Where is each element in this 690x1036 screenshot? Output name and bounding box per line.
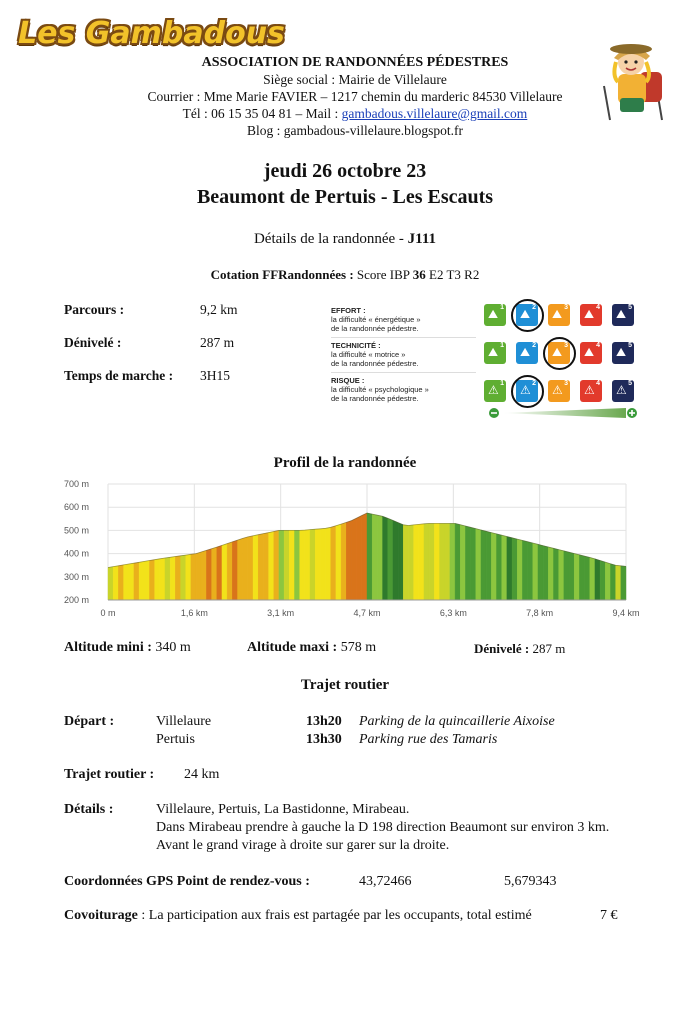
elevation-segment (590, 557, 595, 600)
elevation-segment (212, 547, 217, 600)
elevation-segment (315, 529, 320, 600)
elevation-segment (559, 550, 564, 600)
hiker-icon: ⛰ (488, 345, 499, 359)
warning-icon: ⚠ (552, 383, 563, 397)
rating-level-number: 4 (596, 342, 600, 349)
rating-level-number: 4 (596, 380, 600, 387)
email-link[interactable]: gambadous.villelaure@gmail.com (341, 106, 528, 121)
elevation-segment (227, 542, 232, 600)
covoiturage-text: : La participation aux frais est partagée par les occupants, total estimé (137, 908, 532, 923)
phone-text: Tél : 06 15 35 04 81 – Mail : (182, 106, 342, 121)
risque-title: RISQUE : (331, 376, 365, 385)
risque-line2: de la randonnée pédestre. (331, 394, 419, 403)
elevation-profile-chart (60, 474, 650, 622)
hiker-icon: ⛰ (520, 345, 531, 359)
cotation-line (0, 267, 690, 283)
elevation-segment (455, 523, 460, 600)
elevation-segment (569, 552, 574, 600)
parcours-value: 9,2 km (200, 302, 238, 317)
elevation-segment (160, 558, 165, 600)
risque-line1: la difficulté « psychologique » (331, 385, 429, 394)
elevation-segment (476, 529, 481, 600)
elevation-segment (310, 529, 315, 600)
elevation-segment (170, 557, 175, 600)
elevation-segment (248, 536, 253, 600)
altitude-mini (64, 640, 191, 656)
rating-level-icon (516, 342, 538, 364)
details-line-2: Dans Mirabeau prendre à gauche la D 198 direction Beaumont sur environ 3 km. (156, 820, 610, 835)
elevation-segment (191, 554, 196, 600)
elevation-segment (357, 516, 362, 600)
denivele-value: 287 m (200, 335, 235, 350)
rating-level-number: 5 (628, 380, 632, 387)
rating-level-number: 4 (596, 304, 600, 311)
elevation-segment (414, 524, 419, 600)
elevation-segment (206, 549, 211, 600)
elevation-segment (408, 525, 413, 600)
rating-level-icon (580, 342, 602, 364)
elevation-segment (144, 561, 149, 600)
x-tick-label: 9,4 km (612, 608, 640, 618)
elevation-segment (269, 531, 274, 600)
elevation-segment (263, 533, 268, 600)
hike-date: jeudi 26 octobre 23 (263, 160, 427, 182)
altitude-mini-value: 340 m (155, 640, 191, 655)
elevation-segment (528, 542, 533, 600)
rating-level-number: 2 (532, 380, 536, 387)
elevation-segment (605, 562, 610, 600)
hiker-icon: ⛰ (552, 307, 563, 321)
effort-line1: la difficulté « énergétique » (331, 315, 421, 324)
profile-title: Profil de la randonnée (273, 455, 417, 471)
rating-level-number: 3 (564, 342, 568, 349)
details-line-3: Avant le grand virage à droite sur garer sur la droite. (156, 838, 450, 853)
altitude-denivele-value: 287 m (532, 641, 566, 656)
association-name: ASSOCIATION DE RANDONNÉES PÉDESTRES (201, 55, 509, 70)
depart-place-1: Parking de la quincaillerie Aixoise (359, 714, 555, 729)
elevation-segment (222, 544, 227, 600)
elevation-segment (175, 556, 180, 600)
hike-code: J111 (407, 231, 437, 247)
elevation-segment (491, 533, 496, 600)
details-line-1: Villelaure, Pertuis, La Bastidonne, Mirabeau. (156, 802, 410, 817)
elevation-segment (574, 554, 579, 600)
rating-level-icon (484, 304, 506, 326)
elevation-segment (336, 524, 341, 600)
elevation-segment (434, 523, 439, 600)
elevation-segment (486, 531, 491, 600)
elevation-segment (284, 530, 289, 600)
contact-line (100, 105, 610, 122)
altitude-denivele-label: Dénivelé : (474, 641, 530, 656)
elevation-segment (320, 528, 325, 600)
score-prefix: Score IBP (356, 267, 410, 282)
gps-label: Coordonnées GPS Point de rendez-vous : (64, 874, 310, 889)
elevation-segment (118, 565, 123, 600)
selected-rating-ring (543, 337, 576, 370)
elevation-segment (471, 527, 476, 600)
elevation-segment (465, 526, 470, 600)
covoiturage-amount: 7 € (600, 908, 618, 923)
elevation-segment (367, 513, 372, 600)
rating-level-number: 2 (532, 342, 536, 349)
distance-label: Trajet routier : (64, 767, 155, 782)
rating-level-number: 1 (500, 304, 504, 311)
temps-label: Temps de marche : (64, 368, 174, 383)
score-value: 36 (412, 267, 426, 282)
elevation-segment (522, 540, 527, 600)
elevation-segment (512, 538, 517, 600)
risque-legend (331, 376, 429, 403)
elevation-segment (372, 514, 377, 600)
elevation-segment (393, 520, 398, 600)
x-tick-label: 0 m (100, 608, 116, 618)
depart-time-2: 13h30 (306, 732, 342, 747)
elevation-segment (621, 566, 626, 600)
elevation-segment (419, 524, 424, 600)
legend-divider (331, 337, 476, 338)
rating-grid (480, 300, 640, 420)
details-heading (0, 231, 690, 248)
covoiturage-line (64, 908, 532, 924)
hiker-icon: ⛰ (616, 307, 627, 321)
gps-lon: 5,679343 (504, 874, 557, 889)
rating-level-number: 2 (532, 304, 536, 311)
rating-level-number: 3 (564, 380, 568, 387)
depart-city-1: Villelaure (156, 714, 212, 729)
rating-level-number: 5 (628, 304, 632, 311)
temps-value: 3H15 (200, 368, 230, 383)
technicite-line1: la difficulté « motrice » (331, 350, 406, 359)
warning-icon: ⚠ (616, 383, 627, 397)
warning-icon: ⚠ (584, 383, 595, 397)
difficulty-scale (488, 406, 640, 420)
legend-divider (331, 372, 476, 373)
elevation-segment (124, 564, 129, 600)
elevation-segment (149, 560, 154, 600)
elevation-segment (585, 556, 590, 600)
association-header (100, 54, 610, 139)
gps-lat: 43,72466 (359, 874, 412, 889)
elevation-segment (186, 554, 191, 600)
elevation-segment (543, 546, 548, 600)
hiker-icon: ⛰ (488, 307, 499, 321)
rating-level-icon (580, 304, 602, 326)
elevation-segment (424, 523, 429, 600)
y-tick-label: 400 m (64, 548, 90, 559)
warning-icon: ⚠ (488, 383, 499, 397)
elevation-segment (238, 538, 243, 600)
elevation-segment (388, 518, 393, 600)
details-prefix: Détails de la randonnée - (253, 231, 408, 247)
elevation-segment (507, 536, 512, 600)
elevation-segment (300, 530, 305, 600)
hiker-icon: ⛰ (584, 307, 595, 321)
depart-city-2: Pertuis (156, 732, 195, 747)
elevation-segment (155, 559, 160, 600)
elevation-segment (362, 513, 367, 600)
elevation-segment (403, 525, 408, 600)
rating-level-number: 1 (500, 342, 504, 349)
y-tick-label: 700 m (64, 479, 90, 489)
hiker-icon: ⛰ (552, 345, 563, 359)
rating-level-icon (612, 380, 634, 402)
selected-rating-ring (511, 299, 544, 332)
courrier-address: Courrier : Mme Marie FAVIER – 1217 chemin du marderic 84530 Villelaure (147, 89, 563, 104)
rating-level-icon (612, 342, 634, 364)
siege-social: Siège social : Mairie de Villelaure (263, 72, 447, 87)
elevation-segment (351, 518, 356, 600)
elevation-segment (460, 525, 465, 600)
elevation-segment (450, 523, 455, 600)
elevation-segment (341, 522, 346, 600)
blog-line: Blog : gambadous-villelaure.blogspot.fr (247, 123, 463, 138)
elevation-segment (481, 530, 486, 600)
effort-line2: de la randonnée pédestre. (331, 324, 419, 333)
x-tick-label: 3,1 km (267, 608, 295, 618)
altitude-maxi-label: Altitude maxi : (247, 640, 338, 655)
elevation-segment (383, 516, 388, 600)
hiker-icon: ⛰ (584, 345, 595, 359)
altitude-maxi (247, 640, 376, 656)
rating-level-icon (548, 304, 570, 326)
elevation-segment (232, 540, 237, 600)
depart-label: Départ : (64, 714, 115, 729)
effort-title: EFFORT : (331, 306, 366, 315)
effort-legend (331, 306, 421, 333)
elevation-segment (579, 555, 584, 600)
technicite-legend (331, 341, 419, 368)
elevation-segment (331, 526, 336, 600)
y-tick-label: 600 m (64, 502, 90, 513)
elevation-segment (165, 557, 170, 600)
x-tick-label: 4,7 km (353, 608, 381, 618)
elevation-segment (440, 523, 445, 600)
elevation-segment (243, 537, 248, 600)
elevation-segment (196, 552, 201, 600)
rating-level-icon (484, 380, 506, 402)
depart-place-2: Parking rue des Tamaris (359, 732, 498, 747)
x-tick-label: 7,8 km (526, 608, 554, 618)
elevation-segment (108, 567, 113, 600)
elevation-segment (139, 561, 144, 600)
covoiturage-label: Covoiturage (64, 908, 138, 923)
elevation-segment (129, 563, 134, 600)
elevation-segment (253, 535, 258, 600)
elevation-segment (497, 534, 502, 600)
cotation-label: Cotation FFRandonnées : (210, 267, 354, 282)
parcours-label: Parcours : (64, 302, 125, 317)
elevation-segment (326, 527, 331, 600)
altitude-maxi-value: 578 m (340, 640, 377, 655)
rating-level-number: 1 (500, 380, 504, 387)
altitude-denivele (474, 641, 565, 657)
elevation-segment (595, 559, 600, 600)
elevation-segment (600, 561, 605, 600)
technicite-title: TECHNICITÉ : (331, 341, 381, 350)
hiker-icon: ⛰ (616, 345, 627, 359)
elevation-segment (305, 530, 310, 600)
rating-level-icon (612, 304, 634, 326)
elevation-segment (258, 534, 263, 600)
y-tick-label: 200 m (64, 595, 90, 605)
elevation-segment (553, 548, 558, 600)
elevation-segment (279, 530, 284, 600)
rating-level-icon (484, 342, 506, 364)
depart-time-1: 13h20 (306, 714, 342, 729)
rating-level-icon (580, 380, 602, 402)
elevation-segment (429, 523, 434, 600)
elevation-segment (445, 523, 450, 600)
x-tick-label: 6,3 km (439, 608, 467, 618)
elevation-segment (533, 543, 538, 600)
elevation-segment (289, 530, 294, 600)
elevation-segment (274, 530, 279, 600)
trajet-title: Trajet routier (300, 677, 390, 693)
elevation-segment (181, 555, 186, 600)
elevation-segment (346, 521, 351, 600)
denivele-label: Dénivelé : (64, 335, 122, 350)
elevation-segment (610, 564, 615, 600)
elevation-segment (201, 550, 206, 600)
elevation-segment (134, 562, 139, 600)
rating-level-number: 5 (628, 342, 632, 349)
details-label: Détails : (64, 802, 114, 817)
y-tick-label: 300 m (64, 571, 90, 582)
x-tick-label: 1,6 km (180, 608, 208, 618)
elevation-segment (217, 545, 222, 600)
grades-value: E2 T3 R2 (429, 267, 480, 282)
y-tick-label: 500 m (64, 525, 90, 536)
rating-level-number: 3 (564, 304, 568, 311)
elevation-segment (398, 523, 403, 600)
elevation-segment (113, 566, 118, 600)
selected-rating-ring (511, 375, 544, 408)
elevation-segment (548, 547, 553, 600)
distance-value: 24 km (184, 767, 220, 782)
elevation-segment (294, 530, 299, 600)
altitude-mini-label: Altitude mini : (64, 640, 152, 655)
warning-icon: ⚠ (520, 383, 531, 397)
hiker-icon: ⛰ (520, 307, 531, 321)
hike-place: Beaumont de Pertuis - Les Escauts (196, 186, 494, 208)
elevation-segment (502, 535, 507, 600)
elevation-segment (538, 544, 543, 600)
technicite-line2: de la randonnée pédestre. (331, 359, 419, 368)
elevation-segment (377, 515, 382, 600)
rating-level-icon (548, 380, 570, 402)
elevation-segment (564, 551, 569, 600)
logo: Les Gambadous (18, 16, 285, 51)
elevation-segment (517, 539, 522, 600)
elevation-segment (616, 565, 621, 600)
